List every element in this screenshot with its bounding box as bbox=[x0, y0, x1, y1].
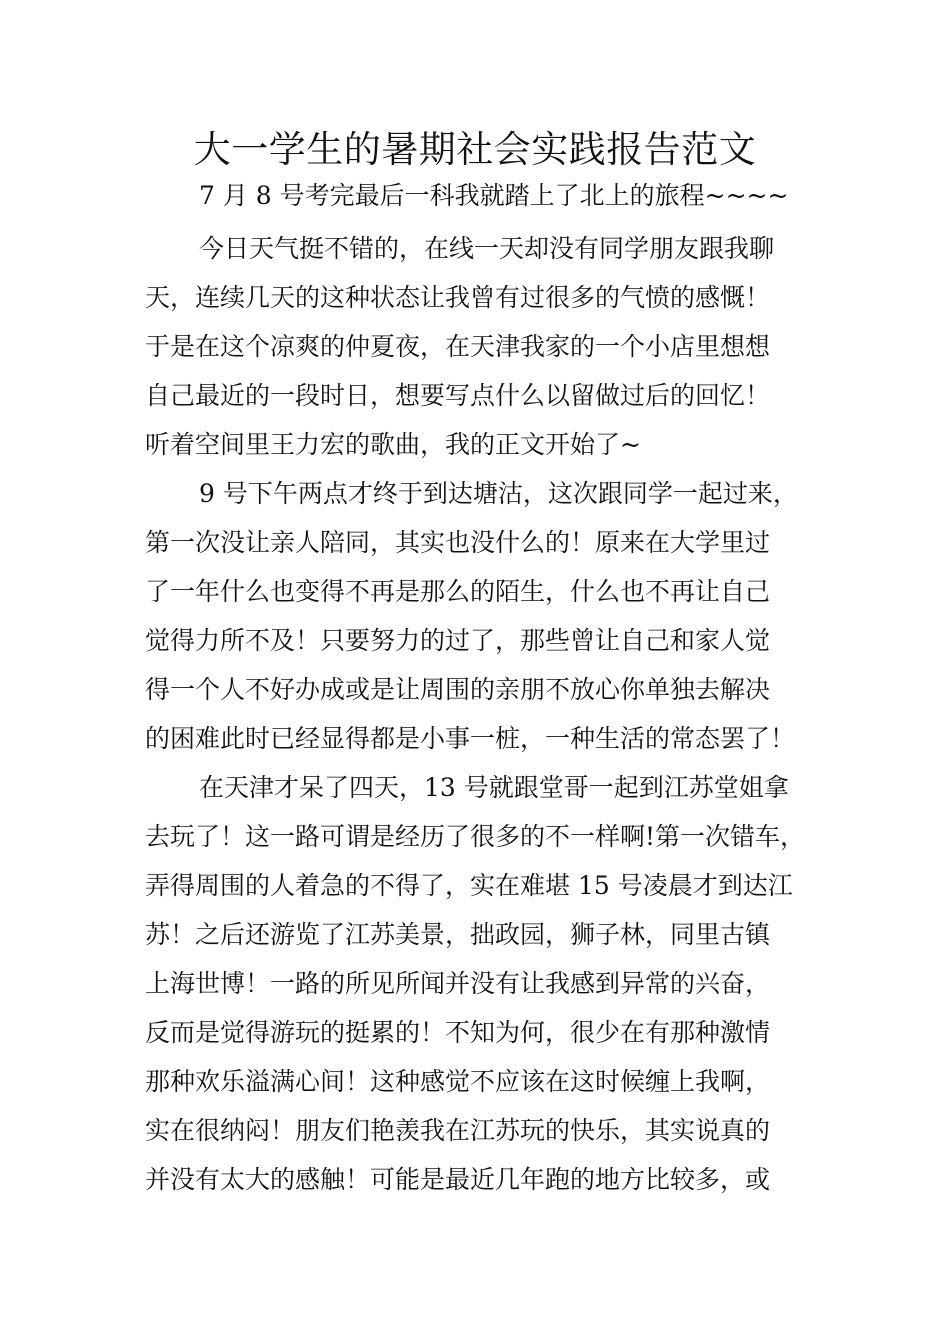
paragraph-line: 那种欢乐溢满心间！这种感觉不应该在这时候缠上我啊， bbox=[145, 1067, 771, 1096]
paragraph-line: 自己最近的一段时日，想要写点什么以留做过后的回忆！ bbox=[145, 381, 771, 410]
paragraph-line: 于是在这个凉爽的仲夏夜，在天津我家的一个小店里想想 bbox=[145, 332, 771, 361]
paragraph-line: 反而是觉得游玩的挺累的！不知为何，很少在有那种激情 bbox=[145, 1018, 771, 1047]
paragraph-line: 第一次没让亲人陪同，其实也没什么的！原来在大学里过 bbox=[145, 528, 771, 557]
paragraph-line: 的困难此时已经显得都是小事一桩，一种生活的常态罢了！ bbox=[145, 724, 796, 753]
paragraph-line: 今日天气挺不错的，在线一天却没有同学朋友跟我聊 bbox=[199, 234, 775, 263]
document-subtitle: 7 月 8 号考完最后一科我就踏上了北上的旅程~~~~ bbox=[199, 181, 789, 210]
paragraph-line: 觉得力所不及！只要努力的过了，那些曾让自己和家人觉 bbox=[145, 626, 771, 655]
paragraph-line: 实在很纳闷！朋友们艳羡我在江苏玩的快乐，其实说真的 bbox=[145, 1116, 771, 1145]
paragraph-line: 了一年什么也变得不再是那么的陌生，什么也不再让自己 bbox=[145, 577, 771, 606]
paragraph-line: 弄得周围的人着急的不得了，实在难堪 15 号凌晨才到达江 bbox=[145, 871, 793, 900]
paragraph-line: 去玩了！这一路可谓是经历了很多的不一样啊!第一次错车， bbox=[145, 822, 806, 851]
paragraph-line: 得一个人不好办成或是让周围的亲朋不放心你单独去解决 bbox=[145, 675, 771, 704]
paragraph-line: 苏！之后还游览了江苏美景，拙政园，狮子林，同里古镇 bbox=[145, 920, 771, 949]
paragraph-line: 在天津才呆了四天，13 号就跟堂哥一起到江苏堂姐拿 bbox=[199, 773, 789, 802]
paragraph-line: 9 号下午两点才终于到达塘沽，这次跟同学一起过来， bbox=[199, 479, 798, 508]
paragraph-line: 天，连续几天的这种状态让我曾有过很多的气愤的感慨！ bbox=[145, 283, 771, 312]
paragraph-line: 听着空间里王力宏的歌曲，我的正文开始了~ bbox=[145, 430, 641, 459]
document-title: 大一学生的暑期社会实践报告范文 bbox=[193, 128, 757, 171]
paragraph-line: 上海世博！一路的所见所闻并没有让我感到异常的兴奋， bbox=[145, 969, 771, 998]
paragraph-line: 并没有太大的感触！可能是最近几年跑的地方比较多，或 bbox=[145, 1165, 771, 1194]
